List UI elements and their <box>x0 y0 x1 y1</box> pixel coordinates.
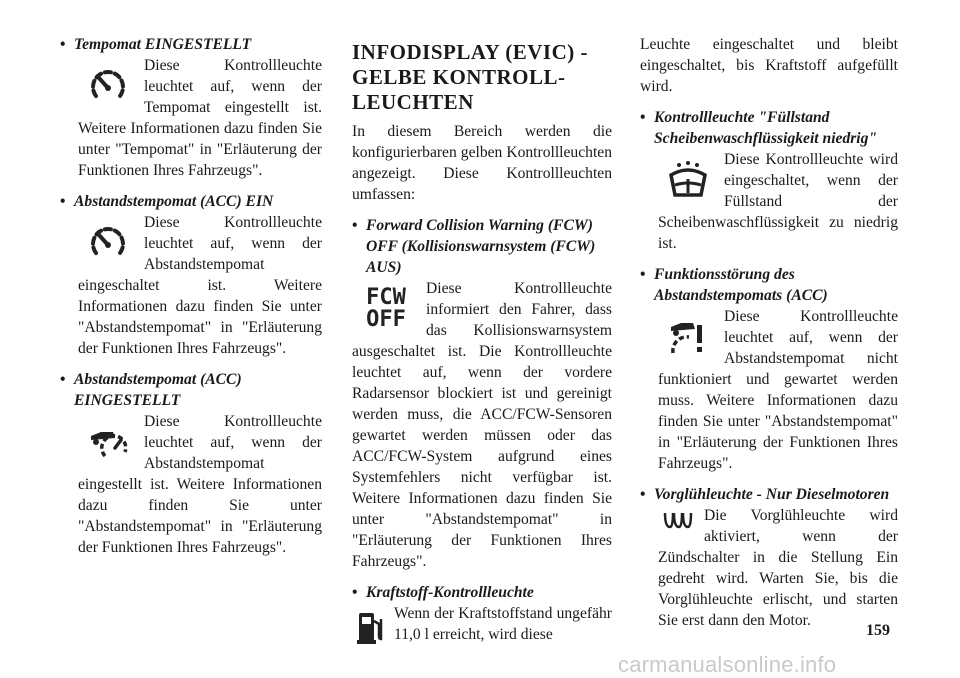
indicator-description: Diese Kontrollleuchte leuchtet auf, wenn der Tempomat eingestellt ist. Weitere Informationen dazu finden Sie unter "Tempomat" in "Erläuterung der Funktionen Ihres Fahrzeugs". <box>78 57 322 179</box>
bullet-dot: • <box>352 217 358 234</box>
acc-car-speedometer-icon <box>78 413 138 471</box>
indicator-description: Diese Kontrollleuchte leuchtet auf, wenn der Abstandstempomat eingeschaltet ist. Weitere Informationen dazu finden Sie unter "Abstandstempomat" in "Erläuterung der Funktionen Ihres Fahrzeugs". <box>78 214 322 357</box>
page-number: 159 <box>866 622 890 639</box>
indicator-description: Die Vorglühleuchte wird aktiviert, wenn der Zündschalter in die Stellung Ein gedreht wird. Warten Sie, bis die Vorglühleuchte erlischt, und starten Sie erst dann den Motor. <box>658 507 898 629</box>
continued-text: Leuchte eingeschaltet und bleibt eingeschaltet, bis Kraftstoff aufgefüllt wird. <box>640 36 898 95</box>
fcw-icon-label: FCW <box>366 285 406 310</box>
speedometer-icon <box>78 57 138 115</box>
indicator-title: Tempomat EINGESTELLT <box>74 36 252 53</box>
indicator-title: Forward Collision Warning (FCW) OFF (Kollisionswarnsystem (FCW) AUS) <box>366 217 596 276</box>
section-heading: INFODISPLAY (EVIC) - GELBE KONTROLL-LEUCHTEN <box>352 40 588 114</box>
speedometer-icon <box>78 214 138 272</box>
indicator-title: Abstandstempomat (ACC) EINGESTELLT <box>74 371 242 409</box>
watermark: carmanualsonline.info <box>618 652 837 677</box>
section-intro: In diesem Bereich werden die konfigurierbaren gelben Kontrollleuchten angezeigt. Diese Kontrollleuchten umfassen: <box>352 123 612 203</box>
column-right <box>640 34 898 641</box>
indicator-acc-on <box>60 191 322 359</box>
indicator-washer-fluid <box>640 107 898 254</box>
washer-fluid-icon <box>658 151 718 209</box>
fcw-off-icon <box>352 280 420 338</box>
indicator-title: Abstandstempomat (ACC) EIN <box>74 193 274 210</box>
indicator-acc-set <box>60 369 322 558</box>
indicator-fuel <box>352 582 612 645</box>
bullet-dot: • <box>60 371 66 388</box>
bullet-dot: • <box>640 266 646 283</box>
acc-fault-icon <box>658 308 718 366</box>
fuel-pump-icon <box>352 605 388 649</box>
bullet-dot: • <box>640 486 646 503</box>
indicator-description: Wenn der Kraftstoffstand ungefähr 11,0 l erreicht, wird diese <box>394 605 612 643</box>
indicator-title: Kontrollleuchte "Füllstand Scheibenwaschflüssigkeit niedrig" <box>654 109 878 147</box>
glow-plug-icon <box>658 507 698 533</box>
bullet-dot: • <box>60 36 66 53</box>
indicator-title: Kraftstoff-Kontrollleuchte <box>366 584 534 601</box>
indicator-title: Funktionsstörung des Abstandstempomats (ACC) <box>654 266 828 304</box>
indicator-title: Vorglühleuchte - Nur Dieselmotoren <box>654 486 890 503</box>
column-left <box>60 34 322 568</box>
bullet-dot: • <box>60 193 66 210</box>
indicator-description: Diese Kontrollleuchte leuchtet auf, wenn der Abstandstempomat eingestellt ist. Weitere Informationen dazu finden Sie unter "Abstandstempomat" in "Erläuterung der Funktionen Ihres Fahrzeugs". <box>78 413 322 556</box>
indicator-fcw-off <box>352 215 612 572</box>
indicator-description: Diese Kontrollleuchte wird eingeschaltet, wenn der Füllstand der Scheibenwaschflüssigkeit zu niedrig ist. <box>658 151 898 252</box>
column-middle <box>352 40 612 655</box>
indicator-description: Diese Kontrollleuchte informiert den Fahrer, dass das Kollisionswarnsystem ausgeschaltet ist. Die Kontrollleuchte leuchtet auf, wenn der vordere Radarsensor blockiert ist und gereinigt werden muss, die ACC/FCW-Sensoren gewartet werden müssen oder das ACC/FCW-System aufgrund eines Systemfehlers nicht verfügbar ist. Weitere Informationen dazu finden Sie unter "Abstandstempomat" in "Erläuterung der Funktionen Ihres Fahrzeugs". <box>352 280 612 570</box>
off-icon-label: OFF <box>366 307 406 332</box>
bullet-dot: • <box>640 109 646 126</box>
indicator-cruise-set <box>60 34 322 181</box>
indicator-glow-plug <box>640 484 898 631</box>
indicator-acc-fault <box>640 264 898 474</box>
indicator-description: Diese Kontrollleuchte leuchtet auf, wenn der Abstandstempomat nicht funktioniert und gewartet werden muss. Weitere Informationen dazu finden Sie unter "Abstandstempomat" in "Erläuterung der Funktionen Ihres Fahrzeugs". <box>658 308 898 472</box>
bullet-dot: • <box>352 584 358 601</box>
